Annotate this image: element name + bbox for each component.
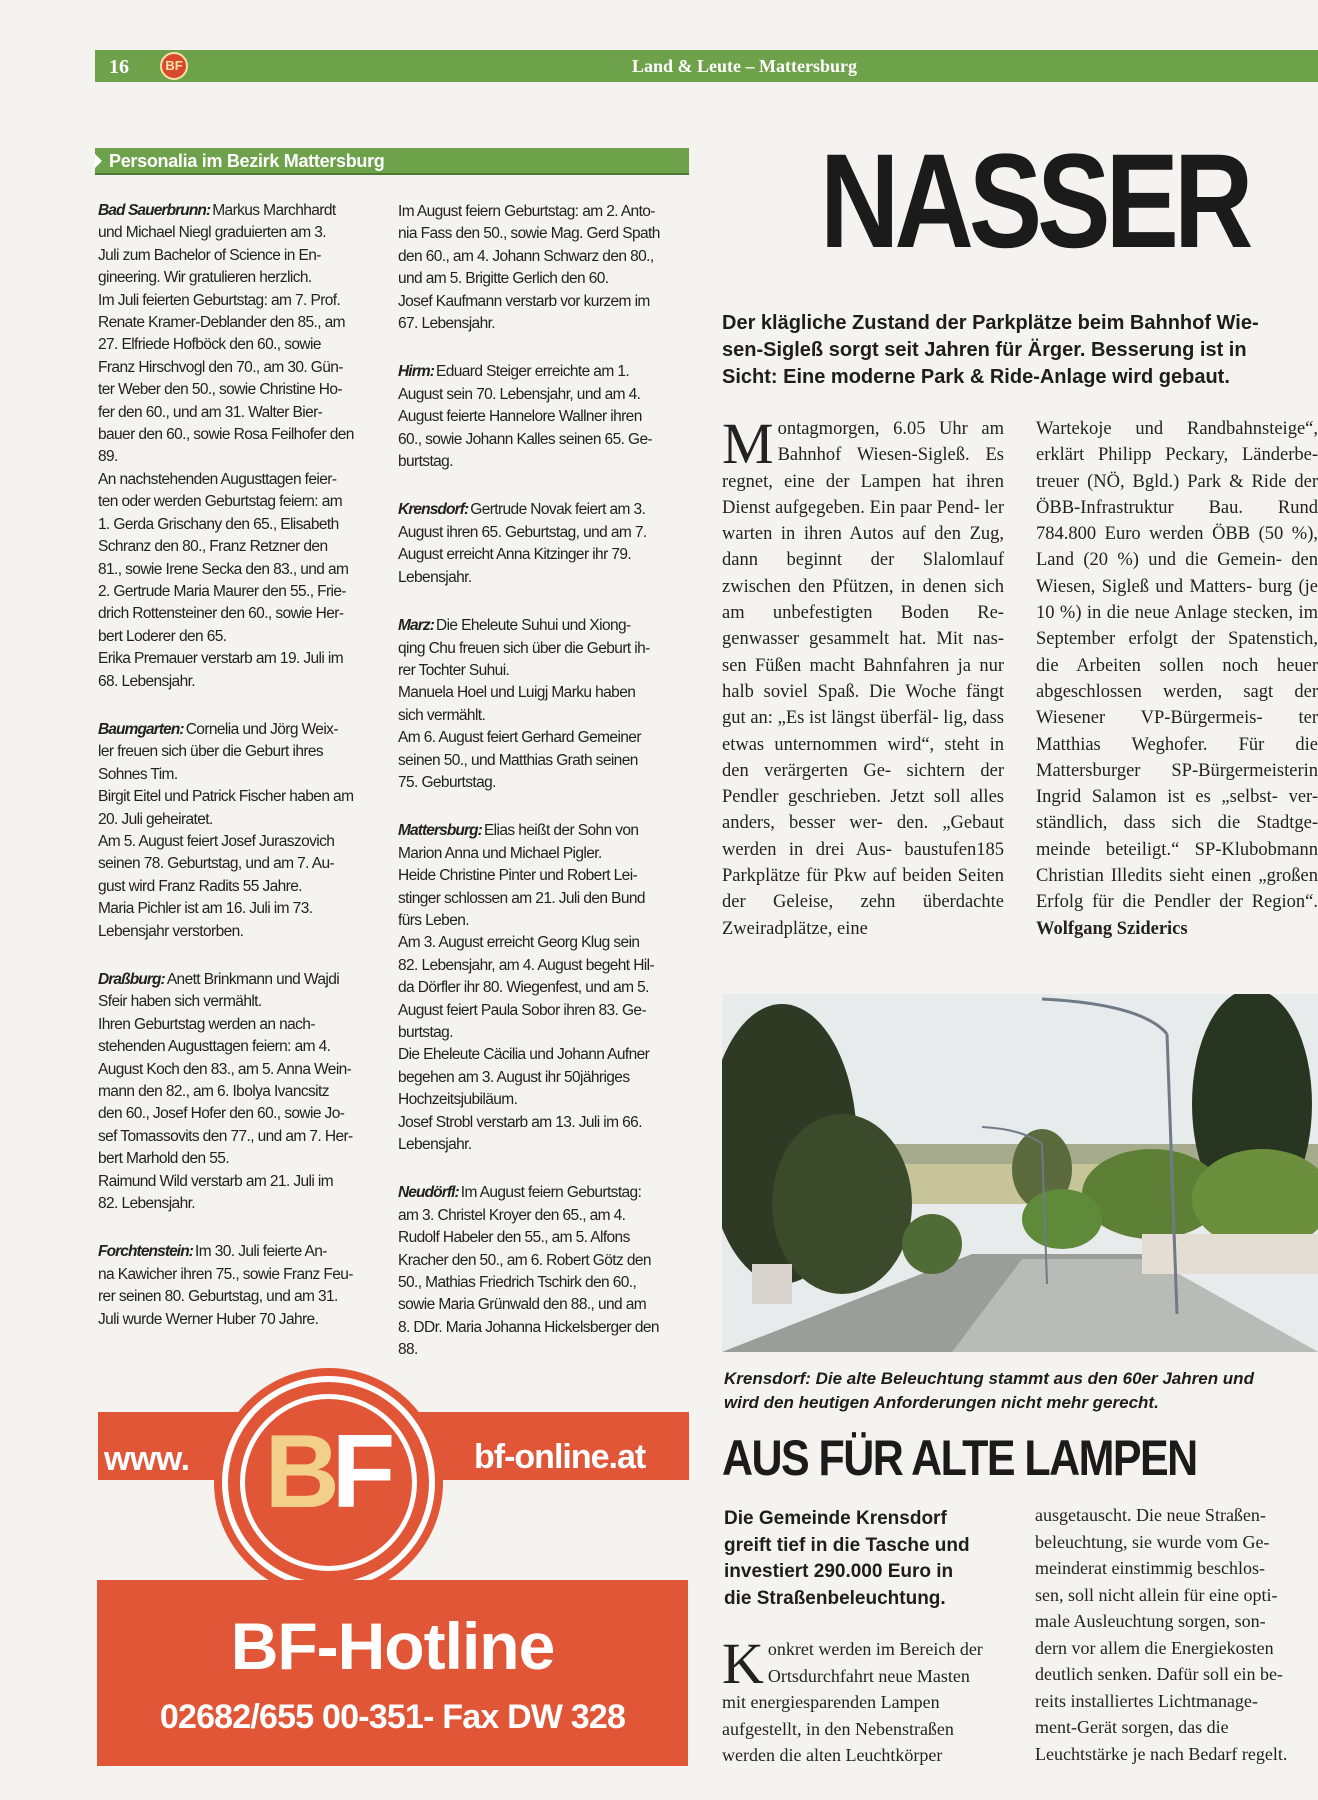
personalia-line: 50., Mathias Friedrich Tschirk den 60., (398, 1274, 637, 1292)
personalia-entry (398, 1182, 670, 1361)
place-name: Mattersburg: (398, 822, 482, 840)
personalia-line: Sfeir haben sich vermählt. (98, 993, 262, 1011)
text-line: Ingrid Salamon ist es „selbst- ver- (1036, 787, 1318, 808)
personalia-line: Kracher den 50., am 6. Robert Götz den (398, 1251, 651, 1269)
personalia-line: drich Rottensteiner den 60., sowie Her- (98, 605, 344, 623)
personalia-line: 75. Geburtstag. (398, 773, 496, 791)
personalia-line: 82. Lebensjahr, am 4. August begeht Hil- (398, 956, 655, 974)
text-line: Bahnhof Wiesen-Sigleß. Es (777, 445, 1004, 466)
personalia-line: 1. Gerda Grischany den 65., Elisabeth (98, 515, 339, 533)
text-line: meinderat einstimmig beschlos- (1035, 1558, 1265, 1578)
text-line: ausgetauscht. Die neue Straßen- (1035, 1505, 1266, 1525)
bf-logo-icon: BF (160, 52, 188, 80)
text-line: wird“, steht in den verärgerten Ge- (722, 734, 1005, 781)
lead-line: Der klägliche Zustand der Parkplätze beim Bahnhof Wie- (722, 312, 1259, 334)
text-line: stecken, im September erfolgt der (1036, 603, 1318, 650)
personalia-line: sef Tomassovits den 77., und am 7. Her- (98, 1127, 353, 1145)
personalia-line: qing Chu freuen sich über die Geburt ih- (398, 639, 650, 657)
personalia-line: Heide Christine Pinter und Robert Lei- (398, 867, 638, 885)
personalia-column-1 (98, 200, 370, 1357)
article1-column-2 (1036, 416, 1318, 942)
personalia-line: 8. DDr. Maria Johanna Hickelsberger den (398, 1318, 659, 1336)
personalia-line: rer Tochter Suhui. (398, 661, 510, 679)
text-line: ständlich, dass sich die Stadtge- (1036, 813, 1318, 834)
article1-column-1 (722, 411, 1005, 942)
ad-hotline-title: BF-Hotline (230, 1609, 555, 1683)
personalia-line: Manuela Hoel und Luigj Marku haben (398, 684, 636, 702)
text-line: Dienst aufgegeben. Ein paar Pend- (722, 497, 985, 518)
article2-lead (724, 1506, 1006, 1612)
personalia-line: bert Loderer den 65. (98, 627, 227, 645)
text-line: deutlich senken. Dafür soll ein be- (1035, 1664, 1283, 1684)
text-line: überdachte Zweiradplätze, eine (722, 892, 1004, 939)
personalia-entry (98, 969, 370, 1215)
personalia-line: Rudolf Habeler den 55., am 5. Alfons (398, 1229, 630, 1247)
personalia-line: nia Fass den 50., sowie Mag. Gerd Spath (398, 225, 660, 243)
personalia-line: begehen am 3. August ihr 50jähriges (398, 1068, 630, 1086)
personalia-line: Hirm: Eduard Steiger erreichte am 1. (398, 363, 630, 381)
text-line: ontagmorgen, 6.05 Uhr am (777, 419, 1004, 439)
article1-col1-text (722, 411, 1005, 939)
lead-line: sen-Sigleß sorgt seit Jahren für Ärger. Besserung ist in (722, 339, 1247, 361)
text-line: sagt der Wiesener VP-Bürgermeis- (1036, 681, 1318, 729)
personalia-line: Marz: Die Eheleute Suhui und Xiong- (398, 617, 631, 635)
personalia-line: den 60., Josef Hofer den 60., sowie Jo- (98, 1105, 345, 1123)
section-title: Land & Leute – Mattersburg (632, 56, 857, 76)
article1-headline: NASSER (820, 127, 1249, 276)
personalia-line: bert Marhold den 55. (98, 1150, 230, 1168)
personalia-line: Erika Premauer verstarb am 19. Juli im (98, 650, 344, 668)
article1-author: Wolfgang Sziderics (1036, 918, 1188, 939)
personalia-line: Juli wurde Werner Huber 70 Jahre. (98, 1310, 319, 1328)
text-line: 784.800 Euro werden ÖBB (50 (1036, 524, 1292, 545)
personalia-line: ten oder werden Geburtstag feiern: am (98, 493, 343, 511)
lead-line: die Straßenbeleuchtung. (724, 1587, 946, 1609)
text-line: Zug, dann beginnt der Slalomlauf (722, 524, 1004, 571)
text-line: sichtern der Pendler geschrieben. (722, 760, 1005, 808)
text-line: Spatenstich, die Arbeiten sollen (1036, 629, 1318, 676)
personalia-line: Neudörfl: Im August feiern Geburtstag: (398, 1184, 642, 1202)
text-line: lig, dass etwas unternommen (722, 708, 1004, 755)
text-line: ler warten in ihren Autos auf den (722, 497, 1004, 545)
personalia-line: ler freuen sich über die Geburt ihres (98, 743, 324, 761)
text-line: reits installiertes Lichtmanage- (1035, 1690, 1258, 1711)
text-line: Wartekoje und Randbahnsteige“, (1036, 419, 1318, 439)
personalia-line: na Kawicher ihren 75., sowie Franz Feu- (98, 1265, 353, 1283)
text-line: Christian Illedits sieht einen (1036, 866, 1259, 887)
personalia-line: August erreicht Anna Kitzinger ihr 79. (398, 546, 632, 564)
text-line: noch heuer abgeschlossen werden, (1036, 655, 1318, 702)
text-line: zwischen den Pfützen, in denen (722, 576, 975, 597)
personalia-column-2 (398, 201, 670, 1388)
text-line: fängt gut an: „Es ist längst überfäl- (722, 681, 1004, 729)
photo-caption (724, 1367, 1318, 1415)
personalia-line: Im Juli feierten Geburtstag: am 7. Prof. (98, 291, 341, 309)
personalia-line: Lebensjahr verstorben. (98, 922, 244, 940)
personalia-line: Birgit Eitel und Patrick Fischer haben am (98, 788, 354, 806)
article2-column-1 (722, 1631, 1004, 1769)
ad-url-text[interactable]: bf-online.at (474, 1438, 646, 1476)
personalia-entry (398, 361, 670, 473)
personalia-line: bauer den 60., sowie Rosa Feilhofer den (98, 426, 354, 444)
personalia-line: 82. Lebensjahr. (98, 1195, 196, 1213)
personalia-line: Schranz den 80., Franz Retzner den (98, 538, 328, 556)
page-header-band (95, 50, 1318, 82)
text-line: onkret werden im Bereich der (767, 1639, 983, 1659)
personalia-line: Josef Kaufmann verstarb vor kurzem im (398, 292, 650, 310)
personalia-line: ter Weber den 50., sowie Christine Ho- (98, 381, 342, 399)
text-line: sen Füßen macht Bahnfahren ja (722, 655, 980, 676)
personalia-line: gineering. Wir gratulieren herzlich. (98, 269, 312, 287)
personalia-entry (98, 719, 370, 943)
personalia-line: Am 3. August erreicht Georg Klug sein (398, 934, 640, 952)
text-line: nur halb soviel Spaß. Die Woche (722, 655, 1004, 702)
personalia-line: Juli zum Bachelor of Science in En- (98, 246, 321, 264)
caption-line: Krensdorf: Die alte Beleuchtung stammt aus den 60er Jahren und (724, 1369, 1254, 1388)
personalia-line: August sein 70. Lebensjahr, und am 4. (398, 385, 641, 403)
personalia-line: Lebensjahr. (398, 1136, 472, 1154)
text-line: erklärt Philipp Peckary, Länderbe- (1036, 445, 1318, 466)
text-line: treuer (NÖ, Bgld.) Park & Ride der (1036, 471, 1318, 492)
text-line: Region“. (1251, 892, 1318, 913)
personalia-line: da Dörfler ihr 80. Wiegenfest, und am 5. (398, 979, 649, 997)
personalia-line: Josef Strobl verstarb am 13. Juli im 66. (398, 1113, 642, 1131)
text-line: aufgestellt, in den Nebenstraßen (722, 1718, 954, 1739)
personalia-line: August feierte Hannelore Wallner ihren (398, 408, 642, 426)
text-line: den. „Gebaut werden in drei Aus- (722, 813, 1004, 860)
personalia-line: den 60., am 4. Johann Schwarz den 80., (398, 247, 654, 265)
personalia-entry (398, 615, 670, 794)
personalia-line: gust wird Franz Radits 55 Jahre. (98, 877, 302, 895)
personalia-entry (98, 200, 370, 693)
personalia-line: Draßburg: Anett Brinkmann und Wajdi (98, 971, 340, 988)
article1-col2-text (1036, 419, 1318, 912)
personalia-line: Renate Kramer-Deblander den 85., am (98, 314, 345, 332)
ad-www-text: www. (104, 1440, 190, 1478)
personalia-entry (398, 820, 670, 1156)
place-name: Krensdorf: (398, 501, 469, 519)
personalia-line: Forchtenstein: Im 30. Juli feierte An- (98, 1243, 327, 1261)
article2-col1-text (722, 1631, 1004, 1769)
lead-line: greift tief in die Tasche und (724, 1534, 970, 1556)
personalia-line: stinger schlossen am 21. Juli den Bund (398, 889, 645, 907)
personalia-line: An nachstehenden Augusttagen feier- (98, 470, 337, 488)
text-line: den Wiesen, Sigleß und Matters- (1036, 550, 1318, 597)
personalia-line: August feiert Paula Sobor ihren 83. Ge- (398, 1001, 647, 1019)
personalia-line: Sohnes Tim. (98, 765, 178, 783)
personalia-line: seinen 50., und Matthias Grath seinen (398, 751, 638, 769)
ad-logo-letters (246, 1414, 406, 1530)
personalia-line: Bad Sauerbrunn: Markus Marchhardt (98, 202, 336, 219)
text-line: „großen Erfolg für die Pendler der (1036, 866, 1318, 913)
personalia-line: 68. Lebensjahr. (98, 672, 196, 690)
article1-lead (722, 310, 1318, 391)
text-line: ÖBB-Infrastruktur Bau. Rund (1036, 497, 1318, 518)
lead-line: Sicht: Eine moderne Park & Ride-Anlage wird gebaut. (722, 366, 1230, 388)
personalia-line: 60., sowie Johann Kalles seinen 65. Ge- (398, 430, 653, 448)
personalia-line: fer den 60., und am 31. Walter Bier- (98, 403, 323, 421)
personalia-title: Personalia im Bezirk Mattersburg (109, 151, 385, 171)
text-line: dern vor allem die Energiekosten (1035, 1637, 1274, 1658)
ad-hotline-box (97, 1580, 688, 1766)
personalia-line: 2. Gertrude Maria Maurer den 55., Frie- (98, 582, 346, 600)
personalia-line: Die Eheleute Cäcilia und Johann Aufner (398, 1046, 650, 1064)
personalia-line: 88. (398, 1341, 418, 1359)
personalia-line: Im August feiern Geburtstag: am 2. Anto- (398, 203, 655, 220)
personalia-line: 67. Lebensjahr. (398, 315, 496, 333)
personalia-line: seinen 78. Geburtstag, und am 7. Au- (98, 855, 335, 873)
personalia-line: Am 5. August feiert Josef Juraszovich (98, 832, 335, 850)
ad-logo-f: F (331, 1414, 388, 1530)
personalia-line: und am 5. Brigitte Gerlich den 60. (398, 270, 609, 288)
personalia-title-bar (95, 148, 689, 175)
text-line: baustufen185 Parkplätze für Pkw (722, 839, 1004, 887)
personalia-line: fürs Leben. (398, 911, 469, 929)
text-line: Leuchtstärke je nach Bedarf regelt. (1035, 1743, 1288, 1764)
personalia-line: 20. Juli geheiratet. (98, 810, 213, 828)
personalia-line: 81., sowie Irene Secka den 83., und am (98, 560, 349, 578)
text-line: ter Matthias Weghofer. Für die (1036, 708, 1318, 755)
personalia-entry (98, 1241, 370, 1331)
text-line: Ortsdurchfahrt neue Masten (767, 1665, 970, 1686)
place-name: Neudörfl: (398, 1184, 459, 1202)
article2-dropcap: K (722, 1631, 764, 1696)
text-line: genwasser gesammelt hat. Mit nas- (722, 629, 1004, 650)
personalia-line: Hochzeitsjubiläum. (398, 1091, 518, 1109)
article2-headline: AUS FÜR ALTE LAMPEN (722, 1430, 1197, 1486)
text-line: male Ausleuchtung sorgen, son- (1035, 1611, 1266, 1631)
text-line: Jetzt soll alles anders, besser wer- (722, 787, 1004, 834)
place-name: Draßburg: (98, 971, 165, 988)
personalia-line: Lebensjahr. (398, 568, 472, 586)
place-name: Hirm: (398, 363, 434, 381)
lead-line: investiert 290.000 Euro in (724, 1561, 954, 1582)
text-line: %), Land (20 %) und die Gemein- (1036, 524, 1318, 571)
personalia-line: Am 6. August feiert Gerhard Gemeiner (398, 729, 641, 747)
personalia-line: 89. (98, 448, 118, 466)
text-line: sen, soll nicht allein für eine opti- (1035, 1584, 1278, 1605)
personalia-entry (398, 499, 670, 589)
ad-bf-logo (222, 1376, 435, 1589)
personalia-entry (398, 201, 670, 335)
text-line: auf beiden Seiten der Geleise, zehn (722, 866, 1005, 913)
personalia-line: Marion Anna und Michael Pigler. (398, 844, 602, 862)
personalia-line: August ihren 65. Geburtstag, und am 7. (398, 523, 647, 541)
text-line: sich am unbefestigten Boden Re- (722, 576, 1004, 624)
personalia-line: am 3. Christel Kroyer den 65., am 4. (398, 1206, 626, 1224)
personalia-line: burtstag. (398, 1024, 453, 1041)
caption-line: wird den heutigen Anforderungen nicht mehr gerecht. (724, 1393, 1159, 1412)
text-line: mit energiesparenden Lampen (722, 1692, 940, 1712)
text-line: werden die alten Leuchtkörper (722, 1745, 943, 1765)
lead-line: Die Gemeinde Krensdorf (724, 1508, 947, 1529)
personalia-line: sowie Maria Grünwald den 88., und am (398, 1296, 647, 1314)
personalia-line: 27. Elfriede Hofböck den 60., sowie (98, 336, 321, 354)
place-name: Baumgarten: (98, 720, 184, 738)
personalia-line: Franz Hirschvogl den 70., am 30. Gün- (98, 358, 343, 376)
personalia-line: Baumgarten: Cornelia und Jörg Weix- (98, 720, 338, 738)
text-line: burg (je 10 %) in die neue Anlage (1036, 576, 1318, 624)
personalia-line: Raimund Wild verstarb am 21. Juli im (98, 1172, 334, 1190)
article1-dropcap: M (722, 411, 774, 476)
personalia-line: Ihren Geburtstag werden an nach- (98, 1015, 315, 1033)
personalia-line: sich vermählt. (398, 706, 486, 724)
ad-logo-b: B (264, 1414, 332, 1530)
text-line: regnet, eine der Lampen hat ihren (722, 471, 1004, 492)
personalia-line: Mattersburg: Elias heißt der Sohn von (398, 822, 639, 840)
text-line: beleuchtung, sie wurde vom Ge- (1035, 1531, 1270, 1552)
text-line: Mattersburger SP-Bürgermeisterin (1036, 760, 1318, 781)
place-name: Forchtenstein: (98, 1243, 194, 1261)
personalia-line: mann den 82., am 6. Ibolya Ivancsitz (98, 1083, 329, 1101)
personalia-line: und Michael Niegl graduierten am 3. (98, 224, 326, 242)
personalia-line: Krensdorf: Gertrude Novak feiert am 3. (398, 501, 646, 519)
arrow-icon (95, 154, 102, 168)
place-name: Bad Sauerbrunn: (98, 202, 211, 219)
personalia-line: rer seinen 80. Geburtstag, und am 31. (98, 1288, 338, 1306)
text-line: meinde beteiligt.“ SP-Klubobmann (1036, 839, 1318, 860)
personalia-line: stehenden Augusttagen feiern: am 4. (98, 1038, 331, 1056)
personalia-line: August Koch den 83., am 5. Anna Wein- (98, 1060, 352, 1078)
personalia-line: Maria Pichler ist am 16. Juli im 73. (98, 900, 313, 918)
personalia-line: burtstag. (398, 453, 453, 471)
place-name: Marz: (398, 617, 434, 635)
street-lamps-photo (722, 994, 1318, 1352)
article2-column-2 (1035, 1502, 1318, 1767)
page-number: 16 (109, 56, 129, 78)
text-line: ment-Gerät sorgen, das die (1035, 1717, 1229, 1737)
ad-hotline-phone: 02682/655 00-351- Fax DW 328 (159, 1698, 626, 1736)
